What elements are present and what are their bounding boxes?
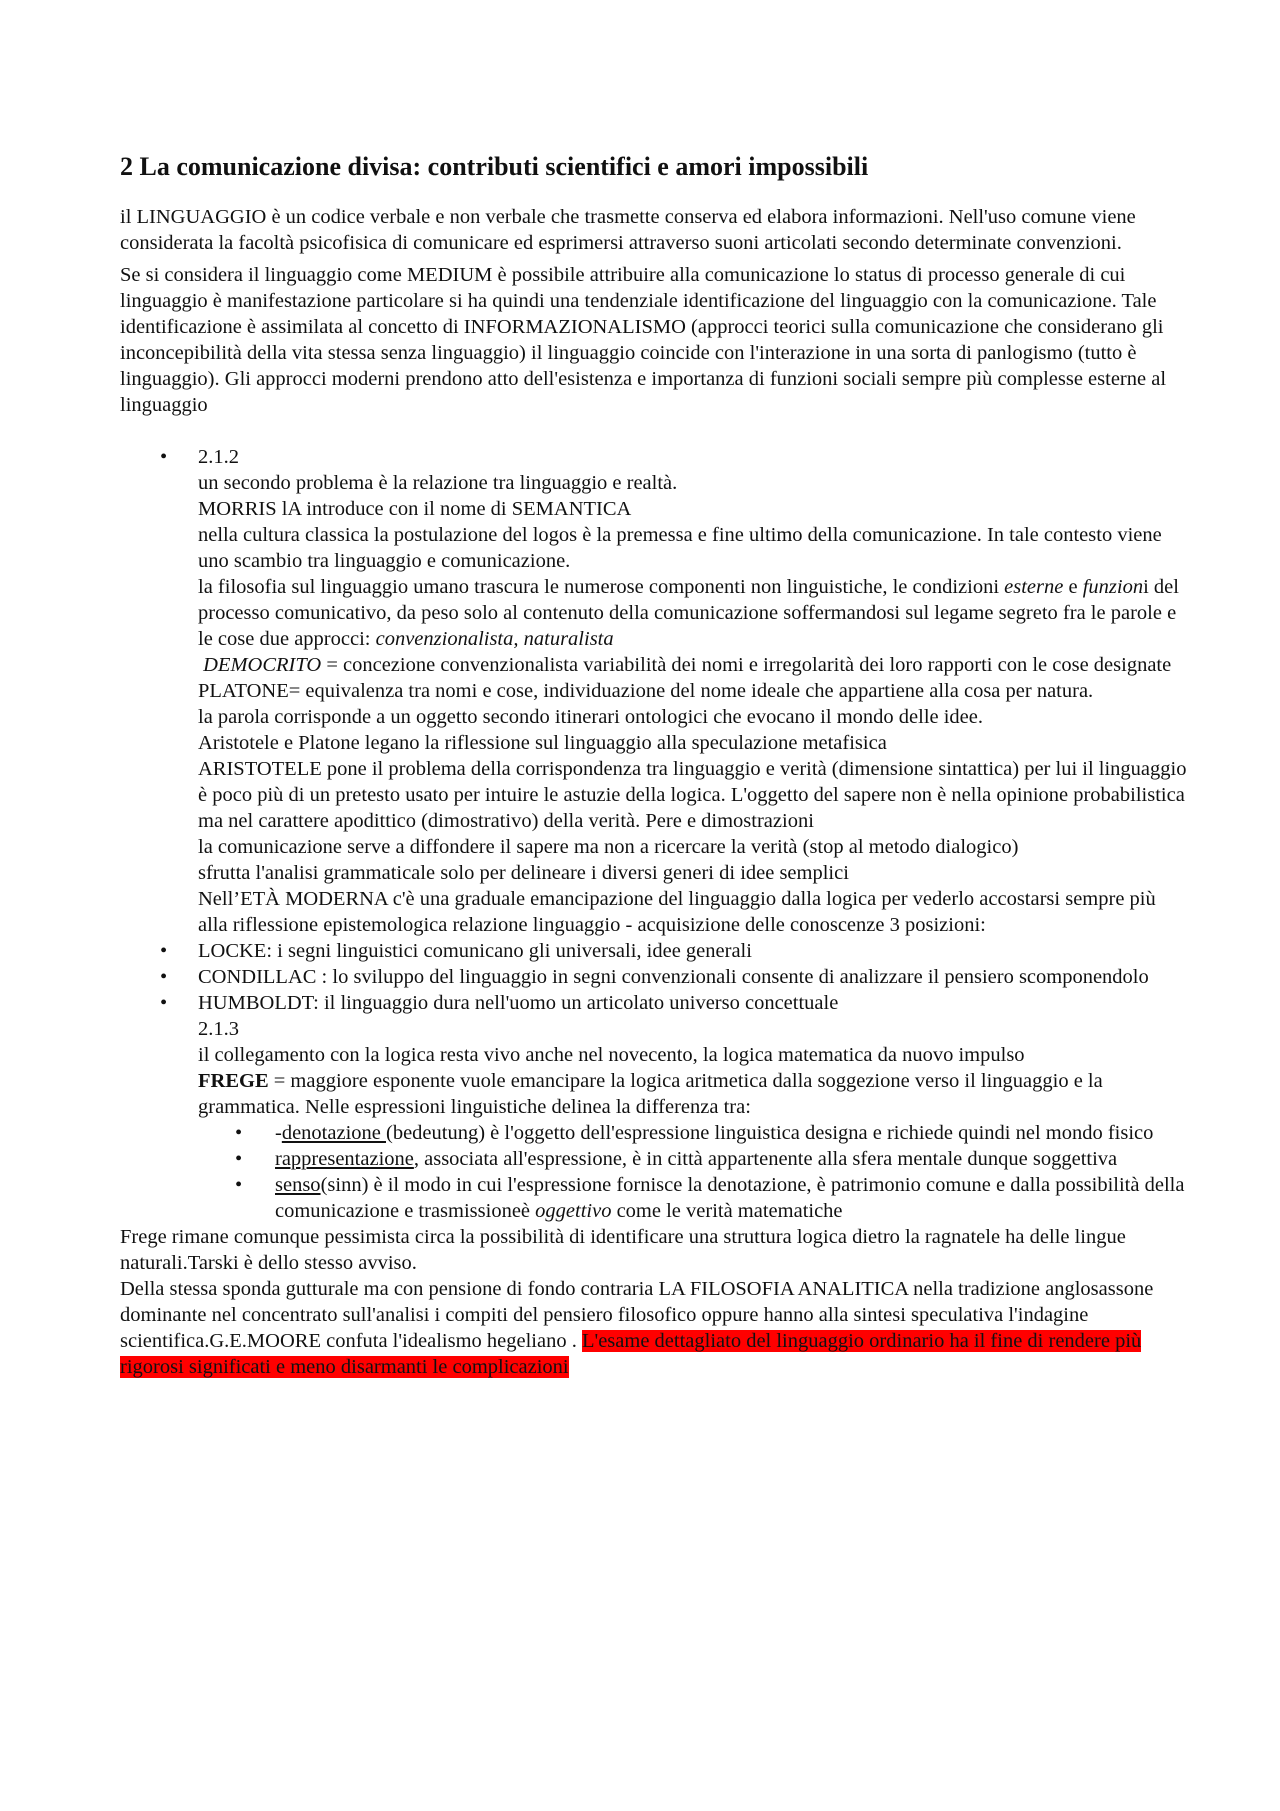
text-line bbox=[198, 652, 1190, 678]
text-run: i del processo comunicativo, da peso solo al contenuto della comunicazione soffermandosi sul legame segreto fra le parole e le cose due approcci: bbox=[198, 576, 1179, 650]
intro-paragraph-2: Se si considera il linguaggio come MEDIUM è possibile attribuire alla comunicazione lo status di processo generale di cui linguaggio è manifestazione particolare si ha quindi una tendenziale identificazione del linguaggio con la comunicazione. Tale identificazione è assimilata al concetto di INFORMAZIONALISMO (approcci teorici sulla comunicazione che considerano gli inconcepibilità della vita stessa senza linguaggio) il linguaggio coincide con l'interazione in una sorta di panlogismo (tutto è linguaggio). Gli approcci moderni prendono atto dell'esistenza e importanza di funzioni sociali sempre più complesse esterne al linguaggio bbox=[120, 264, 1167, 416]
bullet-icon: • bbox=[235, 1122, 243, 1144]
text-run: Della stessa sponda gutturale ma con pensione di fondo contraria LA FILOSOFIA ANALITICA nella tradizione anglosassone dominante nel concentrato sull'analisi i compiti del pensiero filosofico oppure hanno alla sintesi speculativa l'indagine scientifica.G.E.MOORE confuta l'idealismo hegeliano . bbox=[120, 1278, 1154, 1352]
text-line bbox=[198, 574, 1190, 652]
closing-paragraph-2 bbox=[120, 1276, 1190, 1380]
text-line: HUMBOLDT: il linguaggio dura nell'uomo un articolato universo concettuale bbox=[198, 992, 839, 1014]
text-line: sfrutta l'analisi grammaticale solo per delineare i diversi generi di idee semplici bbox=[198, 862, 849, 884]
bullet-icon: • bbox=[235, 1174, 243, 1196]
text-line bbox=[198, 1068, 1190, 1120]
section-heading-2-1-2: 2.1.2 bbox=[198, 446, 239, 468]
text-line: un secondo problema è la relazione tra linguaggio e realtà. bbox=[198, 472, 678, 494]
text-line: Aristotele e Platone legano la riflessione sul linguaggio alla speculazione metafisica bbox=[198, 732, 887, 754]
page-title: 2 La comunicazione divisa: contributi scientifici e amori impossibili bbox=[120, 152, 869, 181]
text-line: LOCKE: i segni linguistici comunicano gli universali, idee generali bbox=[198, 940, 752, 962]
underlined-text: rappresentazione bbox=[275, 1148, 414, 1170]
italic-text: oggettivo bbox=[535, 1200, 612, 1222]
sub-list-item-rappresentazione bbox=[120, 1146, 1190, 1172]
text-run: = maggiore esponente vuole emancipare la logica aritmetica dalla soggezione verso il linguaggio e la grammatica. Nelle espressioni linguistiche delinea la differenza tra: bbox=[198, 1070, 1103, 1118]
list-item-condillac bbox=[120, 964, 1190, 990]
text-run: la filosofia sul linguaggio umano trascura le numerose componenti non linguistiche, le condizioni bbox=[198, 576, 1005, 598]
bullet-icon: • bbox=[160, 446, 168, 468]
text-line: CONDILLAC : lo sviluppo del linguaggio in segni convenzionali consente di analizzare il pensiero scomponendolo bbox=[198, 966, 1149, 988]
text-line bbox=[275, 1120, 1190, 1146]
bullet-icon: • bbox=[160, 966, 168, 988]
underlined-text: denotazione bbox=[281, 1122, 386, 1144]
list-item-locke bbox=[120, 938, 1190, 964]
list-item-humboldt bbox=[120, 990, 1190, 1120]
intro-paragraph-1: il LINGUAGGIO è un codice verbale e non verbale che trasmette conserva ed elabora informazioni. Nell'uso comune viene considerata la facoltà psicofisica di comunicare ed esprimersi attraverso suoni articolati secondo determinate convenzioni. bbox=[120, 206, 1136, 254]
bold-text: FREGE bbox=[198, 1070, 269, 1092]
text-run: - bbox=[275, 1122, 282, 1144]
sub-list-item-denotazione bbox=[120, 1120, 1190, 1146]
text-line: Nell’ETÀ MODERNA c'è una graduale emancipazione del linguaggio dalla logica per vederlo accostarsi sempre più alla riflessione epistemologica relazione linguaggio - acquisizione delle conoscenze 3 posizioni: bbox=[198, 888, 1156, 936]
list-item-2-1-2 bbox=[120, 444, 1190, 938]
text-line: PLATONE= equivalenza tra nomi e cose, individuazione del nome ideale che appartiene alla cosa per natura. bbox=[198, 680, 1094, 702]
bullet-icon: • bbox=[160, 992, 168, 1014]
underlined-text: senso bbox=[275, 1174, 321, 1196]
text-line: la parola corrisponde a un oggetto secondo itinerari ontologici che evocano il mondo delle idee. bbox=[198, 706, 984, 728]
text-line: il collegamento con la logica resta vivo anche nel novecento, la logica matematica da nuovo impulso bbox=[198, 1044, 1025, 1066]
text-line: ARISTOTELE pone il problema della corrispondenza tra linguaggio e verità (dimensione sintattica) per lui il linguaggio è poco più di un pretesto usato per intuire le astuzie della logica. L'oggetto del sapere non è nella opinione probabilistica ma nel carattere apodittico (dimostrativo) della verità. Pere e dimostrazioni bbox=[198, 758, 1187, 832]
italic-text: esterne bbox=[1004, 576, 1064, 598]
italic-text: convenzionalista, naturalista bbox=[375, 628, 614, 650]
text-run: (sinn) è il modo in cui l'espressione fornisce la denotazione, è patrimonio comune e dalla possibilità della comunicazione e trasmissioneè bbox=[275, 1174, 1185, 1222]
text-line: nella cultura classica la postulazione del logos è la premessa e fine ultimo della comunicazione. In tale contesto viene uno scambio tra linguaggio e comunicazione. bbox=[198, 524, 1162, 572]
italic-text: funzion bbox=[1082, 576, 1144, 598]
text-run: (bedeutung) è l'oggetto dell'espressione linguistica designa e richiede quindi nel mondo fisico bbox=[386, 1122, 1154, 1144]
italic-text: DEMOCRITO bbox=[203, 654, 322, 676]
text-run: e bbox=[1063, 576, 1083, 598]
text-run: = concezione convenzionalista variabilità dei nomi e irregolarità dei loro rapporti con le cose designate bbox=[321, 654, 1172, 676]
bullet-icon: • bbox=[235, 1148, 243, 1170]
text-line bbox=[275, 1172, 1190, 1224]
sub-list-item-senso bbox=[120, 1172, 1190, 1224]
text-line: MORRIS lA introduce con il nome di SEMANTICA bbox=[198, 498, 632, 520]
document-body bbox=[120, 150, 1190, 1380]
bullet-icon: • bbox=[160, 940, 168, 962]
text-run: come le verità matematiche bbox=[611, 1200, 843, 1222]
highlighted-text: L'esame dettagliato del linguaggio ordinario ha il fine di rendere più rigorosi significati e meno disarmanti le complicazioni bbox=[120, 1330, 1142, 1378]
section-heading-2-1-3: 2.1.3 bbox=[198, 1018, 239, 1040]
text-line: la comunicazione serve a diffondere il sapere ma non a ricercare la verità (stop al metodo dialogico) bbox=[198, 836, 1019, 858]
closing-paragraph-1: Frege rimane comunque pessimista circa la possibilità di identificare una struttura logica dietro la ragnatele ha delle lingue naturali.Tarski è dello stesso avviso. bbox=[120, 1226, 1126, 1274]
text-line bbox=[275, 1146, 1190, 1172]
text-run: , associata all'espressione, è in città appartenente alla sfera mentale dunque soggettiva bbox=[413, 1148, 1118, 1170]
